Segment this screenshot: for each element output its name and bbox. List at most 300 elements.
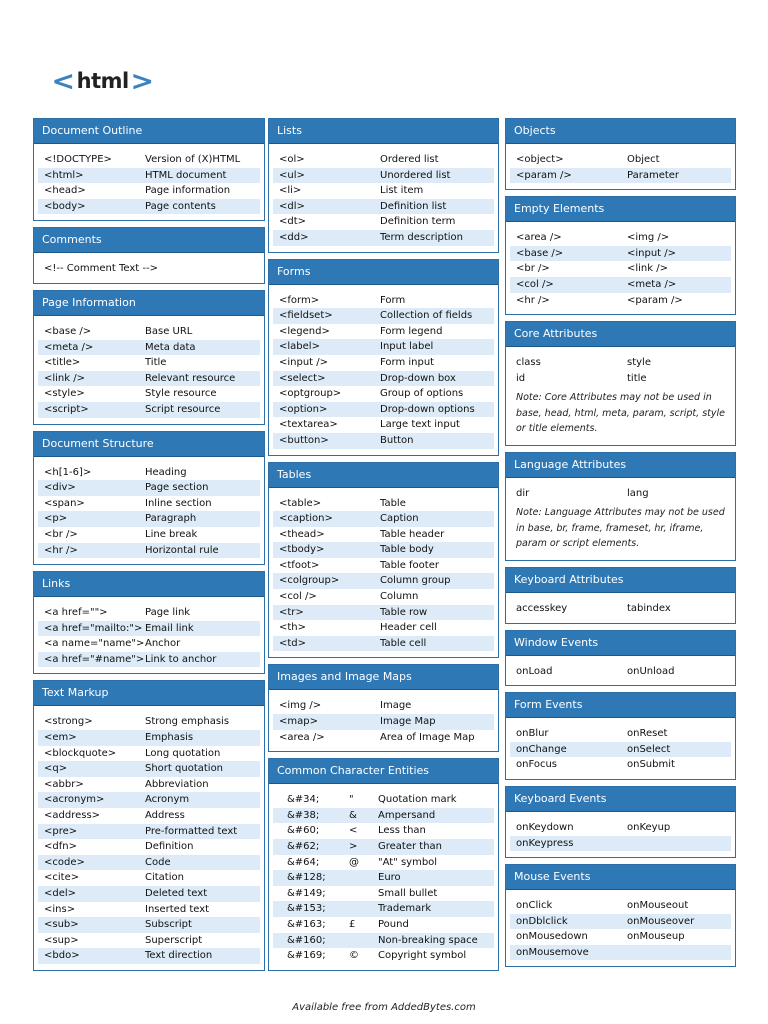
entity-char: " <box>349 794 354 806</box>
row-value: <img /> <box>627 232 670 244</box>
row-value: HTML document <box>145 169 227 181</box>
section-body <box>269 144 498 252</box>
table-row <box>273 339 494 355</box>
row-value: Inline section <box>145 497 212 509</box>
row-key: onMousemove <box>516 946 589 958</box>
table-row <box>38 730 260 746</box>
row-key: onDblclick <box>516 915 568 927</box>
entity-code: &#153; <box>287 903 326 915</box>
table-row <box>510 371 731 387</box>
row-value: Acronym <box>145 794 190 806</box>
entity-code: &#149; <box>287 887 326 899</box>
table-row <box>273 152 494 168</box>
row-value: Term description <box>380 231 464 243</box>
row-value: style <box>627 357 651 369</box>
table-row <box>273 558 494 574</box>
row-key: <meta /> <box>44 341 94 353</box>
section-links <box>33 571 265 674</box>
row-value: Image <box>380 700 412 712</box>
section-body <box>34 316 264 424</box>
table-row <box>38 465 260 481</box>
section-document-outline <box>33 118 265 221</box>
section-body <box>34 253 264 283</box>
row-key: <p> <box>44 513 68 525</box>
row-key: <base /> <box>44 325 92 337</box>
section-text-markup <box>33 680 265 971</box>
table-row <box>38 199 260 215</box>
entity-row <box>273 870 494 886</box>
row-key: <param /> <box>516 169 572 181</box>
row-value: onUnload <box>627 665 675 677</box>
row-value: Drop-down box <box>380 372 456 384</box>
entity-char: > <box>349 841 358 852</box>
section-body <box>506 656 735 686</box>
row-value: Table cell <box>380 637 427 649</box>
section-images-and-image-maps <box>268 664 499 752</box>
table-row <box>273 620 494 636</box>
entity-code: &#38; <box>287 809 320 821</box>
row-value: Style resource <box>145 388 217 400</box>
table-row <box>38 152 260 168</box>
row-value: Unordered list <box>380 169 451 181</box>
table-row <box>273 168 494 184</box>
table-row <box>273 527 494 543</box>
entity-char: < <box>349 825 358 837</box>
entity-char <box>349 870 378 886</box>
table-row <box>38 386 260 402</box>
entity-desc: Pound <box>378 918 409 930</box>
row-key: id <box>516 372 526 384</box>
section-empty-elements <box>505 196 736 315</box>
section-body <box>269 784 498 970</box>
section-title: Page Information <box>34 291 264 316</box>
section-body <box>506 890 735 966</box>
section-forms <box>268 259 499 456</box>
html-logo <box>52 68 153 95</box>
section-body <box>34 144 264 220</box>
row-value: Emphasis <box>145 732 194 744</box>
row-key: <col /> <box>516 278 554 290</box>
table-row <box>38 808 260 824</box>
entity-code: &#128; <box>287 872 326 884</box>
entity-code: &#60; <box>287 825 320 837</box>
table-row <box>510 820 731 836</box>
entity-char: £ <box>349 918 356 930</box>
row-key: <li> <box>279 185 302 197</box>
row-value: Group of options <box>380 388 464 400</box>
row-key: <colgroup> <box>279 575 340 587</box>
row-key: <caption> <box>279 513 333 525</box>
section-title: Empty Elements <box>506 197 735 222</box>
table-row <box>510 601 731 617</box>
section-body <box>269 488 498 658</box>
row-value: Citation <box>145 872 184 884</box>
row-key: <ul> <box>279 169 305 181</box>
row-value: Drop-down options <box>380 403 475 415</box>
table-row <box>273 636 494 652</box>
row-value: Column group <box>380 575 451 587</box>
table-row <box>510 277 731 293</box>
table-row <box>38 355 260 371</box>
section-title: Mouse Events <box>506 865 735 890</box>
row-key: <legend> <box>279 325 330 337</box>
table-row <box>38 621 260 637</box>
table-row <box>510 664 731 680</box>
entity-row <box>273 839 494 855</box>
row-value: onSubmit <box>627 759 675 771</box>
table-row <box>510 945 731 961</box>
row-key: <script> <box>44 403 89 415</box>
row-key: <link /> <box>44 372 85 384</box>
table-row <box>38 402 260 418</box>
row-value: Page information <box>145 185 231 197</box>
table-row <box>510 726 731 742</box>
table-row <box>273 355 494 371</box>
section-tables <box>268 462 499 659</box>
row-value: <input /> <box>627 247 677 259</box>
row-value: Button <box>380 434 414 446</box>
table-row <box>510 836 731 852</box>
entity-code: &#169; <box>287 950 326 962</box>
table-row <box>273 214 494 230</box>
row-value: Collection of fields <box>380 310 473 322</box>
table-row <box>510 293 731 309</box>
table-row <box>38 261 260 277</box>
entity-desc: Small bullet <box>378 887 438 899</box>
table-row <box>38 543 260 559</box>
row-value: Short quotation <box>145 763 224 775</box>
section-keyboard-events <box>505 786 736 858</box>
row-value: Code <box>145 856 171 868</box>
section-mouse-events <box>505 864 736 967</box>
row-value: <link /> <box>627 263 668 275</box>
table-row <box>38 480 260 496</box>
row-value: Pre-formatted text <box>145 825 238 837</box>
row-key: <ol> <box>279 154 305 165</box>
row-key: <title> <box>44 357 81 369</box>
entity-row <box>273 855 494 871</box>
table-row <box>510 898 731 914</box>
row-key: <input /> <box>279 356 329 368</box>
entity-char: © <box>349 950 359 962</box>
row-key: onLoad <box>516 665 553 677</box>
row-value: Table <box>380 497 406 509</box>
row-value: Link to anchor <box>145 653 217 665</box>
row-value: Title <box>145 357 167 369</box>
table-row <box>510 261 731 277</box>
row-key: onBlur <box>516 728 549 740</box>
row-key: <code> <box>44 856 85 868</box>
row-value: Text direction <box>145 950 213 962</box>
row-key: <button> <box>279 434 329 446</box>
row-value: Page link <box>145 607 191 619</box>
row-value: onMouseout <box>627 900 689 912</box>
row-value: Parameter <box>627 169 680 181</box>
row-value: Column <box>380 591 419 603</box>
row-key: <area /> <box>279 731 325 743</box>
row-key: <a name="name"> <box>44 638 145 650</box>
section-core-attributes <box>505 321 736 446</box>
entity-desc: Quotation mark <box>378 794 457 806</box>
table-row <box>38 886 260 902</box>
table-row <box>38 839 260 855</box>
table-row <box>273 511 494 527</box>
row-key: <abbr> <box>44 778 84 790</box>
row-key: <div> <box>44 482 76 494</box>
table-row <box>510 230 731 246</box>
entity-desc: Trademark <box>378 903 432 915</box>
row-value: Form legend <box>380 325 443 337</box>
row-key: <style> <box>44 388 85 400</box>
section-title: Forms <box>269 260 498 285</box>
row-value: Table header <box>380 528 445 540</box>
row-value: <meta /> <box>627 278 677 290</box>
entity-desc: Euro <box>378 872 401 884</box>
row-key: <col /> <box>279 591 317 603</box>
table-row <box>273 730 494 746</box>
row-value: Definition <box>145 841 194 853</box>
entity-row <box>273 808 494 824</box>
table-row <box>273 433 494 449</box>
table-row <box>38 340 260 356</box>
footer-credit: Available free from AddedBytes.com <box>292 1002 476 1013</box>
row-key: <select> <box>279 372 326 384</box>
section-title: Window Events <box>506 631 735 656</box>
entity-row <box>273 823 494 839</box>
row-key: <sub> <box>44 919 79 931</box>
table-row <box>38 527 260 543</box>
table-row <box>38 933 260 949</box>
row-value: Version of (X)HTML <box>145 154 241 165</box>
entity-code: &#163; <box>287 918 326 930</box>
row-key: <address> <box>44 810 101 822</box>
table-row <box>273 542 494 558</box>
column-2 <box>268 118 499 977</box>
section-title: Links <box>34 572 264 597</box>
row-value: Line break <box>145 528 198 540</box>
section-title: Tables <box>269 463 498 488</box>
row-key: <a href="mailto:"> <box>44 622 143 634</box>
column-1 <box>33 118 265 977</box>
table-row <box>38 792 260 808</box>
row-key: <tbody> <box>279 544 325 556</box>
row-value: Input label <box>380 341 434 353</box>
table-row <box>510 246 731 262</box>
row-value: Page contents <box>145 200 216 212</box>
entity-row <box>273 948 494 964</box>
section-title: Keyboard Events <box>506 787 735 812</box>
section-objects <box>505 118 736 190</box>
row-key: <td> <box>279 637 307 649</box>
row-value: Script resource <box>145 403 221 415</box>
table-row <box>273 230 494 246</box>
table-row <box>38 605 260 621</box>
row-value: Area of Image Map <box>380 731 475 743</box>
row-key: <optgroup> <box>279 388 342 400</box>
row-value: Caption <box>380 513 419 525</box>
entity-code: &#64; <box>287 856 320 868</box>
table-row <box>510 168 731 184</box>
table-row <box>273 199 494 215</box>
row-key: <dfn> <box>44 841 77 853</box>
row-value: Ordered list <box>380 154 439 165</box>
row-key: onKeypress <box>516 837 574 849</box>
row-key: <html> <box>44 169 84 181</box>
section-title: Lists <box>269 119 498 144</box>
table-row <box>38 371 260 387</box>
section-common-character-entities <box>268 758 499 971</box>
section-title: Document Outline <box>34 119 264 144</box>
table-row <box>38 870 260 886</box>
entity-row <box>273 901 494 917</box>
row-key: <object> <box>516 154 564 165</box>
row-key: <cite> <box>44 872 80 884</box>
row-key: <hr /> <box>44 544 78 556</box>
row-key: <!-- Comment Text --> <box>44 263 158 275</box>
table-row <box>38 324 260 340</box>
section-body <box>506 144 735 189</box>
row-value: Table row <box>380 606 428 618</box>
row-key: <img /> <box>279 700 322 712</box>
section-body <box>269 285 498 455</box>
row-key: onMousedown <box>516 931 588 943</box>
table-row <box>38 636 260 652</box>
row-value: Meta data <box>145 341 196 353</box>
section-title: Form Events <box>506 693 735 718</box>
table-row <box>38 746 260 762</box>
section-title: Objects <box>506 119 735 144</box>
row-value: Subscript <box>145 919 192 931</box>
section-title: Images and Image Maps <box>269 665 498 690</box>
row-value: Deleted text <box>145 888 208 899</box>
row-value: Address <box>145 810 185 822</box>
row-key: <br /> <box>44 528 78 540</box>
section-comments <box>33 227 265 284</box>
section-form-events <box>505 692 736 780</box>
logo-left-bracket: < <box>51 66 76 97</box>
entity-desc: Non-breaking space <box>378 934 478 946</box>
entity-code: &#34; <box>287 794 320 806</box>
row-value: Form input <box>380 356 435 368</box>
row-key: class <box>516 357 541 369</box>
row-key: <blockquote> <box>44 747 117 759</box>
row-value: lang <box>627 487 649 499</box>
table-row <box>273 183 494 199</box>
table-row <box>38 761 260 777</box>
section-body <box>34 706 264 970</box>
row-value: <param /> <box>627 294 683 306</box>
table-row <box>510 355 731 371</box>
row-key: <thead> <box>279 528 325 540</box>
column-3 <box>505 118 736 973</box>
row-value: Strong emphasis <box>145 716 230 728</box>
entity-row <box>273 792 494 808</box>
table-row <box>38 917 260 933</box>
section-body <box>269 690 498 751</box>
row-value: onReset <box>627 728 668 740</box>
section-title: Document Structure <box>34 432 264 457</box>
table-row <box>38 777 260 793</box>
table-row <box>510 152 731 168</box>
row-key: <fieldset> <box>279 310 333 322</box>
table-row <box>510 929 731 945</box>
row-value: Table footer <box>380 559 439 571</box>
table-row <box>38 168 260 184</box>
row-key: onChange <box>516 743 567 755</box>
row-key: <textarea> <box>279 419 338 431</box>
row-value: Paragraph <box>145 513 197 525</box>
row-value: onSelect <box>627 743 671 755</box>
row-key: <tr> <box>279 606 304 618</box>
row-value: Form <box>380 294 406 306</box>
row-key: <strong> <box>44 716 93 728</box>
row-value: Definition list <box>380 200 447 212</box>
table-row <box>273 605 494 621</box>
row-key: <em> <box>44 732 77 744</box>
row-key: <br /> <box>516 263 550 275</box>
row-value: onMouseup <box>627 931 685 943</box>
entity-char: @ <box>349 856 359 868</box>
entity-char <box>349 933 378 949</box>
section-title: Text Markup <box>34 681 264 706</box>
row-key: <span> <box>44 497 85 509</box>
logo-right-bracket: > <box>130 66 154 97</box>
row-key: dir <box>516 487 530 499</box>
entity-desc: Copyright symbol <box>378 950 467 962</box>
row-value: Base URL <box>145 325 193 337</box>
row-value <box>627 945 731 961</box>
row-value: Email link <box>145 622 194 634</box>
table-row <box>38 652 260 668</box>
row-value: onKeyup <box>627 821 671 833</box>
row-value: Abbreviation <box>145 778 209 790</box>
row-key: <map> <box>279 716 318 728</box>
row-value: Object <box>627 154 660 165</box>
row-value: Anchor <box>145 638 181 650</box>
entity-code: &#160; <box>287 934 326 946</box>
section-document-structure <box>33 431 265 566</box>
row-key: <body> <box>44 200 86 212</box>
row-value: Superscript <box>145 934 203 946</box>
row-key: <dd> <box>279 231 309 243</box>
table-row <box>273 371 494 387</box>
entity-code: &#62; <box>287 841 320 852</box>
table-row <box>38 714 260 730</box>
entity-desc: Greater than <box>378 841 443 852</box>
section-title: Common Character Entities <box>269 759 498 784</box>
row-key: <table> <box>279 497 322 509</box>
table-row <box>273 324 494 340</box>
row-key: <acronym> <box>44 794 105 806</box>
section-title: Core Attributes <box>506 322 735 347</box>
section-title: Keyboard Attributes <box>506 568 735 593</box>
table-row <box>273 293 494 309</box>
row-value: tabindex <box>627 602 671 614</box>
row-value: Relevant resource <box>145 372 236 384</box>
table-row <box>273 589 494 605</box>
table-row <box>38 183 260 199</box>
row-value: Large text input <box>380 419 460 431</box>
table-row <box>510 914 731 930</box>
row-key: <dt> <box>279 216 307 228</box>
row-key: <dl> <box>279 200 305 212</box>
row-key: <th> <box>279 622 307 634</box>
entity-char <box>349 901 378 917</box>
table-row <box>38 902 260 918</box>
section-page-information <box>33 290 265 425</box>
row-key: <option> <box>279 403 328 415</box>
row-key: <label> <box>279 341 320 353</box>
